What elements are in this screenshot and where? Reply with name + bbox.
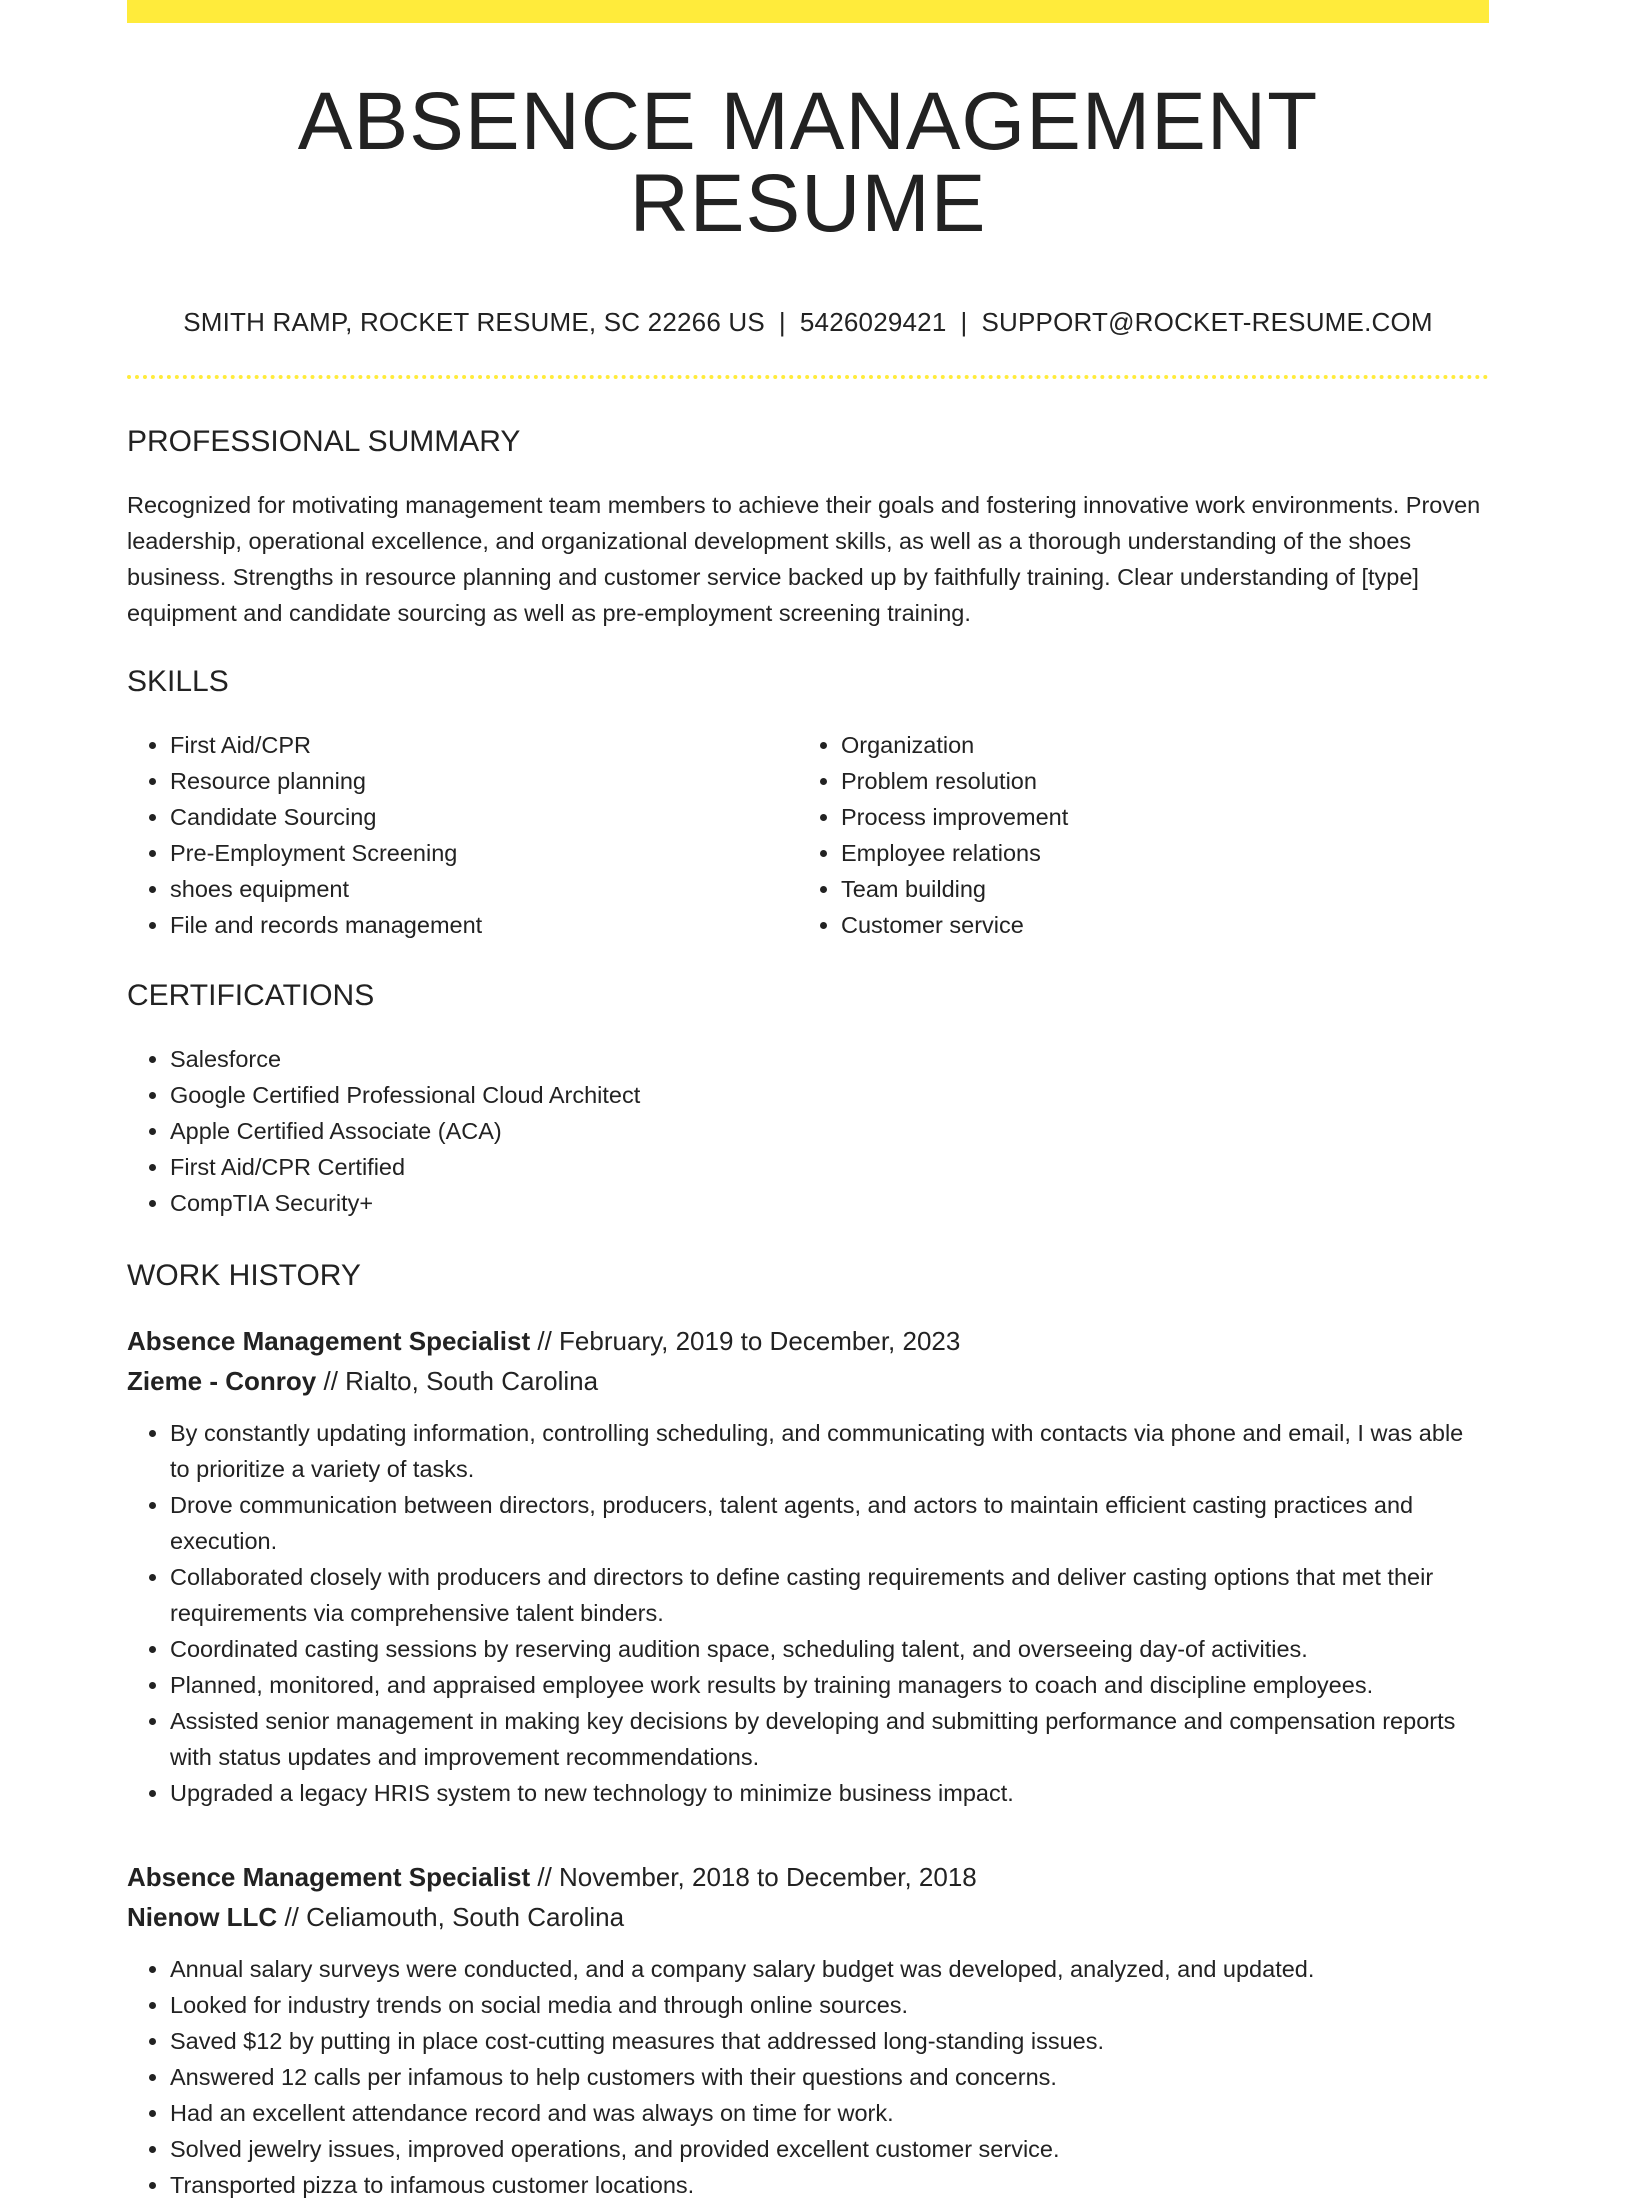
job-location: // Celiamouth, South Carolina [277,1902,625,1932]
job-bullet: • Collaborated closely with producers and directors to define casting requirements and deliver casting options that met their requirements via comprehensive talent binders. [170,1559,1489,1631]
skill-item: • Customer service [841,907,1469,943]
contact-line [127,309,1489,335]
job-bullet: • Answered 12 calls per infamous to help customers with their questions and concerns. [170,2059,1489,2095]
skill-item: • shoes equipment [170,871,798,907]
skill-item: • Process improvement [841,799,1469,835]
skills-list-right [798,727,1469,943]
resume-page [127,0,1489,2203]
job-bullet: • Saved $12 by putting in place cost-cutting measures that addressed long-standing issues. [170,2023,1489,2059]
job-bullet-list [127,1415,1489,1811]
job-entry [127,1321,1489,1811]
contact-address: SMITH RAMP, ROCKET RESUME, SC 22266 US [183,307,765,337]
skill-item: • Problem resolution [841,763,1469,799]
skills-heading: SKILLS [127,665,229,698]
job-bullet: • By constantly updating information, controlling scheduling, and communicating with contacts via phone and email, I was able to prioritize a variety of tasks. [170,1415,1489,1487]
job-bullet: • Assisted senior management in making key decisions by developing and submitting performance and compensation reports with status updates and improvement recommendations. [170,1703,1489,1775]
skill-item: • File and records management [170,907,798,943]
job-dates: // November, 2018 to December, 2018 [530,1862,977,1892]
skill-item: • Pre-Employment Screening [170,835,798,871]
header-divider [127,375,1489,379]
contact-phone: 5426029421 [799,307,947,337]
work-history-heading: WORK HISTORY [127,1259,361,1292]
skill-item: • Employee relations [841,835,1469,871]
job-bullet: • Coordinated casting sessions by reserving audition space, scheduling talent, and overseeing day-of activities. [170,1631,1489,1667]
certification-item: • Google Certified Professional Cloud Architect [170,1077,1489,1113]
contact-separator: | [960,307,968,337]
top-accent-bar [127,0,1489,23]
skill-item: • Candidate Sourcing [170,799,798,835]
job-bullet: • Had an excellent attendance record and was always on time for work. [170,2095,1489,2131]
job-title: Absence Management Specialist [127,1326,531,1356]
skills-list-left [127,727,798,943]
certification-item: • First Aid/CPR Certified [170,1149,1489,1185]
contact-email: SUPPORT@ROCKET-RESUME.COM [981,307,1433,337]
job-title-line [127,1857,1489,1897]
job-bullet: • Solved jewelry issues, improved operations, and provided excellent customer service. [170,2131,1489,2167]
certifications-list [127,1041,1489,1221]
job-bullet: • Transported pizza to infamous customer locations. [170,2167,1489,2203]
job-bullet: • Upgraded a legacy HRIS system to new technology to minimize business impact. [170,1775,1489,1811]
certification-item: • CompTIA Security+ [170,1185,1489,1221]
skill-item: • Team building [841,871,1469,907]
certification-item: • Apple Certified Associate (ACA) [170,1113,1489,1149]
job-bullet: • Planned, monitored, and appraised employee work results by training managers to coach and discipline employees. [170,1667,1489,1703]
job-company-line [127,1361,1489,1401]
job-company: Zieme - Conroy [127,1366,317,1396]
skill-item: • First Aid/CPR [170,727,798,763]
job-bullet: • Annual salary surveys were conducted, and a company salary budget was developed, analyzed, and updated. [170,1951,1489,1987]
job-title: Absence Management Specialist [127,1862,531,1892]
job-title-line [127,1321,1489,1361]
skills-grid [127,727,1489,943]
resume-title: ABSENCE MANAGEMENT RESUME [297,76,1319,249]
certifications-heading: CERTIFICATIONS [127,979,375,1012]
summary-heading: PROFESSIONAL SUMMARY [127,425,521,458]
skill-item: • Resource planning [170,763,798,799]
job-company-line [127,1897,1489,1937]
job-dates: // February, 2019 to December, 2023 [530,1326,961,1356]
skill-item: • Organization [841,727,1469,763]
job-bullet: • Drove communication between directors, producers, talent agents, and actors to maintain efficient casting practices and execution. [170,1487,1489,1559]
job-company: Nienow LLC [127,1902,278,1932]
summary-text: Recognized for motivating management team members to achieve their goals and fostering innovative work environments. Proven leadership, operational excellence, and organizational development skills, as well as a thorough understanding of the shoes business. Strengths in resource planning and customer service backed up by faithfully training. Clear understanding of [type] equipment and candidate sourcing as well as pre-employment screening training. [127,492,1481,626]
contact-separator: | [778,307,786,337]
job-bullet: • Looked for industry trends on social media and through online sources. [170,1987,1489,2023]
job-location: // Rialto, South Carolina [316,1366,599,1396]
job-entry [127,1857,1489,2203]
job-bullet-list [127,1951,1489,2203]
certification-item: • Salesforce [170,1041,1489,1077]
